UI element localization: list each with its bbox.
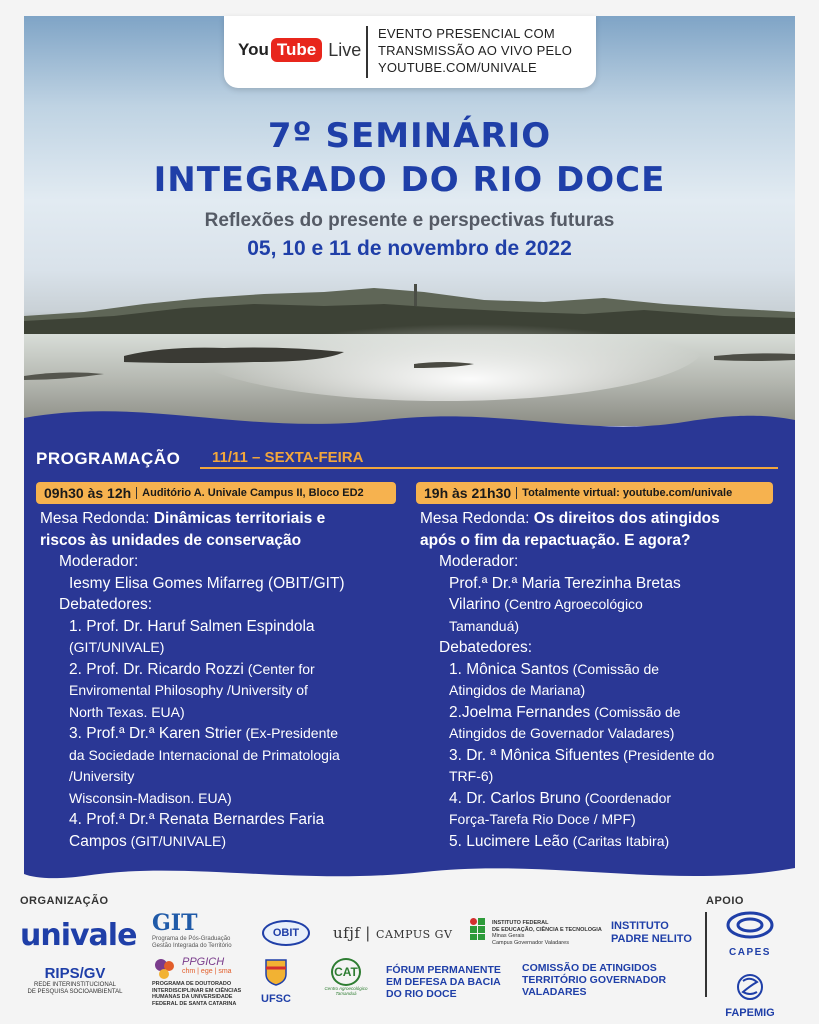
git-logo: [152, 910, 232, 950]
youtube-live-label: Live: [328, 39, 362, 60]
day-underline: [200, 467, 778, 469]
debater-3: 3. Dr. ª Mônica Sifuentes (Presidente do: [449, 746, 715, 764]
event-title-line1: 7º SEMINÁRIO: [267, 116, 552, 156]
comissao-atingidos: COMISSÃO DE ATINGIDOS TERRITÓRIO GOVERNADOR VALADARES: [522, 962, 667, 998]
debater-1-aff: (GIT/UNIVALE): [69, 639, 165, 655]
fapemig-icon: [733, 972, 767, 1002]
cat-logo: [316, 958, 376, 996]
obit-logo: OBIT: [262, 920, 310, 946]
ppgich-description: PROGRAMA DE DOUTORADO INTERDISCIPLINAR EM CIÊNCIAS HUMANAS DA UNIVERSIDADE FEDERAL DE SANTA CATARINA: [152, 981, 242, 1007]
debater-5: 5. Lucimere Leão (Caritas Itabira): [449, 832, 670, 850]
youtube-live-banner: [224, 16, 596, 88]
moderator-name: Iesmy Elisa Gomes Mifarreg (OBIT/GIT): [69, 574, 345, 592]
ufjf-campus: CAMPUS GV: [376, 928, 453, 941]
apoio-label: APOIO: [706, 895, 744, 907]
event-notice: [378, 25, 572, 76]
debater-3-aff: TRF-6): [449, 768, 494, 784]
ppgich-icon: [152, 956, 178, 982]
ppgich-title: PPGICH: [182, 956, 225, 968]
capes-logo: [722, 910, 778, 958]
moderator-aff: Tamanduá): [449, 617, 520, 634]
ufsc-label: UFSC: [261, 993, 291, 1005]
ufsc-crest-icon: [263, 958, 289, 986]
if-grid-icon: [470, 918, 488, 940]
moderator-label: Moderador:: [439, 553, 519, 570]
session-tag-morning: [36, 482, 396, 504]
ppgich-areas: chm | ege | sma: [182, 968, 232, 975]
if-text: INSTITUTO FEDERAL DE EDUCAÇÃO, CIÊNCIA E TECNOLOGIA Minas Gerais Campus Governador Valadares: [492, 920, 602, 946]
cat-subtitle: Centro Agroecológico Tamanduá: [324, 986, 368, 996]
rips-sub1: REDE INTERINSTITUCIONAL: [33, 982, 116, 988]
debater-3-aff-cont: /University: [69, 768, 135, 784]
debater-4: 4. Prof.ª Dr.ª Renata Bernardes Faria: [69, 811, 325, 828]
debater-4: 4. Dr. Carlos Bruno (Coordenador: [449, 789, 672, 807]
program-heading: PROGRAMAÇÃO: [36, 449, 181, 468]
debater-4-aff: Força-Tarefa Rio Doce / MPF): [449, 811, 636, 827]
session-place: Auditório A. Univale Campus II, Bloco ED2: [136, 487, 363, 499]
debater-1: 1. Prof. Dr. Haruf Salmen Espindola: [69, 617, 315, 635]
univale-logo: univale: [20, 918, 137, 953]
fapemig-logo: [718, 972, 782, 1019]
moderator-label: Moderador:: [59, 553, 139, 570]
capes-label: CAPES: [729, 947, 771, 958]
session-right: [420, 508, 790, 852]
instituto-padre-nelito: INSTITUTO PADRE NELITO: [611, 920, 692, 945]
fapemig-label: FAPEMIG: [725, 1007, 775, 1019]
ufjf-logo: ufjf | CAMPUS GV: [333, 924, 453, 942]
git-sub2: Gestão Integrada do Território: [152, 943, 232, 949]
session-place: Totalmente virtual: youtube.com/univale: [516, 487, 732, 499]
youtube-logo-you: You: [238, 40, 269, 59]
apoio-divider: [705, 912, 707, 997]
session-left: [40, 508, 410, 852]
session-tag-evening: [416, 482, 773, 504]
event-dates: 05, 10 e 11 de novembro de 2022: [247, 237, 572, 260]
debaters-label: Debatedores:: [59, 596, 153, 613]
ufjf-name: ufjf: [333, 924, 361, 942]
youtube-logo: [238, 38, 361, 62]
git-sub1: Programa de Pós-Graduação: [152, 936, 231, 942]
moderator-name: Prof.ª Dr.ª Maria Terezinha Bretas: [449, 574, 681, 592]
session-time: 19h às 21h30: [424, 485, 512, 501]
program-day: 11/11 – SEXTA-FEIRA: [212, 449, 364, 466]
youtube-logo-tube: Tube: [271, 38, 322, 62]
debater-1: 1. Mônica Santos (Comissão de: [449, 660, 660, 678]
moderator-name-cont: Vilarino (Centro Agroecológico: [449, 596, 643, 613]
ppgich-logo: [152, 956, 262, 1007]
debater-4-cont: Campos (GIT/UNIVALE): [69, 832, 227, 850]
cat-badge: CAT: [331, 958, 361, 986]
debater-2: 2.Joelma Fernandes (Comissão de: [449, 703, 681, 721]
ufsc-logo: [258, 958, 294, 1005]
debater-2-aff: Enviromental Philosophy /University of: [69, 682, 308, 698]
event-subtitle: Reflexões do presente e perspectivas futuras: [204, 210, 615, 231]
debater-2-aff-cont: North Texas. EUA): [69, 703, 185, 720]
rips-title: RIPS/GV: [44, 965, 106, 982]
debater-3: 3. Prof.ª Dr.ª Karen Strier (Ex-Presidente: [69, 725, 339, 742]
git-title: GIT: [152, 910, 198, 936]
debater-3-aff: da Sociedade Internacional de Primatologia: [69, 746, 340, 763]
event-notice-line3: YOUTUBE.COM/UNIVALE: [378, 60, 537, 75]
event-notice-line2: TRANSMISSÃO AO VIVO PELO: [378, 43, 573, 58]
organizacao-label: ORGANIZAÇÃO: [20, 895, 109, 907]
capes-icon: [725, 910, 775, 940]
banner-divider: [366, 26, 368, 78]
mesa-title: Mesa Redonda: Os direitos dos atingidos: [420, 510, 720, 527]
mesa-title-cont: riscos às unidades de conservação: [40, 531, 302, 549]
event-notice-line1: EVENTO PRESENCIAL COM: [378, 26, 555, 41]
event-title-line2: INTEGRADO DO RIO DOCE: [153, 160, 666, 200]
debater-1-aff: Atingidos de Mariana): [449, 682, 586, 698]
rips-gv-logo: [20, 965, 130, 996]
mesa-title-cont: após o fim da repactuação. E agora?: [420, 531, 691, 549]
forum-rio-doce: FÓRUM PERMANENTE EM DEFESA DA BACIA DO RIO DOCE: [386, 964, 501, 1000]
mesa-title: Mesa Redonda: Dinâmicas territoriais e: [40, 510, 326, 527]
session-time: 09h30 às 12h: [44, 485, 132, 501]
debater-2-aff: Atingidos de Governador Valadares): [449, 725, 675, 741]
rips-sub2: DE PESQUISA SOCIOAMBIENTAL: [27, 989, 123, 995]
debater-2: 2. Prof. Dr. Ricardo Rozzi (Center for: [69, 660, 315, 678]
debaters-label: Debatedores:: [439, 639, 533, 656]
debater-3-aff-cont2: Wisconsin-Madison. EUA): [69, 789, 232, 806]
